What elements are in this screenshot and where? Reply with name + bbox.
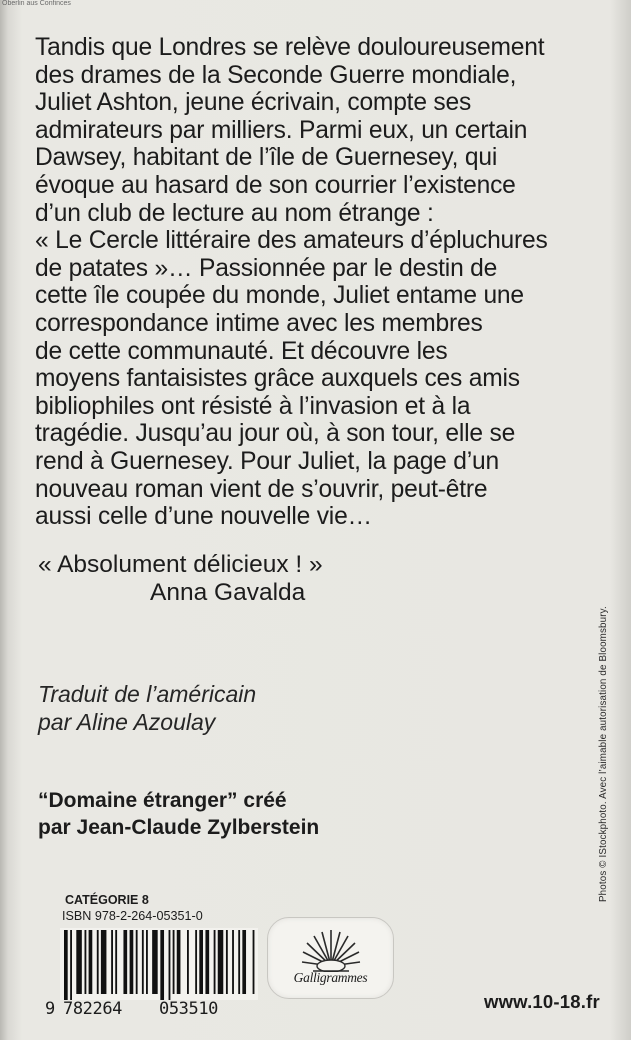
- barcode-bar: [76, 930, 82, 994]
- blurb-line: bibliophiles ont résisté à l’invasion et à la: [35, 392, 471, 420]
- translation-line-2: par Aline Azoulay: [38, 709, 216, 735]
- blurb-line: des drames de la Seconde Guerre mondiale,: [35, 61, 517, 89]
- barcode-bar: [226, 930, 228, 994]
- barcode-bar: [152, 930, 158, 994]
- isbn-number: ISBN 978-2-264-05351-0: [62, 909, 203, 923]
- collection-line-1: “Domaine étranger” créé: [38, 789, 287, 812]
- blurb-line: correspondance intime avec les membres: [35, 309, 483, 337]
- barcode-bar: [136, 930, 138, 994]
- collection-credit: [38, 788, 319, 841]
- translation-line-1: Traduit de l’américain: [38, 681, 257, 707]
- barcode: [60, 928, 258, 1000]
- barcode-bar: [160, 930, 164, 1000]
- barcode-bar: [218, 930, 224, 994]
- barcode-bar: [173, 930, 175, 994]
- barcode-bar: [97, 930, 99, 994]
- blurb-line: Dawsey, habitant de l’île de Guernesey, qui: [35, 144, 498, 172]
- barcode-bar: [232, 930, 234, 994]
- scan-watermark: Oberlin aus Confinces: [2, 0, 71, 7]
- barcode-digits: [45, 999, 265, 1019]
- barcode-bar: [253, 930, 255, 994]
- barcode-bar: [101, 930, 107, 994]
- barcode-bar: [85, 930, 87, 994]
- blurb-line: « Le Cercle littéraire des amateurs d’épluchures: [35, 227, 548, 255]
- barcode-bar: [238, 930, 240, 994]
- publisher-badge: [267, 917, 394, 999]
- blurb-line: Tandis que Londres se relève douloureusement: [35, 34, 545, 61]
- blurb-line: admirateurs par milliers. Parmi eux, un certain: [35, 116, 528, 144]
- barcode-bar: [123, 930, 127, 994]
- sun-rays-logo-icon: [301, 926, 361, 972]
- blurb-line: aussi celle d’une nouvelle vie…: [35, 503, 372, 531]
- quote-author: Anna Gavalda: [150, 579, 306, 606]
- blurb-line: de patates »… Passionnée par le destin de: [35, 254, 498, 282]
- barcode-right-digits: 053510: [159, 999, 219, 1019]
- back-cover-blurb: [35, 34, 625, 531]
- publisher-name: Galligrammes: [293, 970, 368, 985]
- blurb-line: Juliet Ashton, jeune écrivain, compte ses: [35, 89, 472, 117]
- barcode-left-digits: 782264: [63, 999, 123, 1019]
- barcode-bar: [195, 930, 197, 994]
- barcode-bar: [177, 930, 181, 994]
- barcode-bar: [169, 930, 171, 1000]
- blurb-line: évoque au hasard de son courrier l’existence: [35, 171, 516, 199]
- collection-line-2: par Jean-Claude Zylberstein: [38, 815, 320, 839]
- translation-credit: [38, 680, 256, 736]
- barcode-bar: [187, 930, 189, 994]
- barcode-bar: [199, 930, 203, 994]
- barcode-bar: [214, 930, 216, 994]
- blurb-line: tragédie. Jusqu’au jour où, à son tour, elle se: [35, 420, 516, 448]
- publisher-website: www.10-18.fr: [484, 991, 600, 1012]
- barcode-bar: [70, 930, 72, 1000]
- barcode-bar: [205, 930, 209, 994]
- barcode-bar: [242, 930, 246, 994]
- barcode-bar: [146, 930, 148, 994]
- barcode-bar: [89, 930, 93, 994]
- blurb-line: cette île coupée du monde, Juliet entame une: [35, 282, 524, 310]
- blurb-line: d’un club de lecture au nom étrange :: [35, 199, 434, 227]
- barcode-bar: [111, 930, 113, 994]
- blurb-line: de cette communauté. Et découvre les: [35, 337, 448, 365]
- barcode-bar: [130, 930, 134, 994]
- press-quote: [38, 551, 323, 607]
- barcode-bars: [60, 928, 258, 1000]
- barcode-first-digit: 9: [45, 999, 55, 1019]
- photo-credit: Photos © IStockphoto. Avec l’aimable autorisation de Bloomsbury.: [598, 606, 609, 902]
- blurb-line: moyens fantaisistes grâce auxquels ces amis: [35, 365, 520, 393]
- blurb-line: rend à Guernesey. Pour Juliet, la page d’un: [35, 447, 499, 475]
- quote-text: « Absolument délicieux ! »: [38, 551, 323, 578]
- barcode-bar: [64, 930, 68, 1000]
- barcode-bar: [115, 930, 117, 994]
- blurb-line: nouveau roman vient de s’ouvrir, peut-être: [35, 475, 488, 503]
- barcode-bar: [142, 930, 144, 994]
- price-category: CATÉGORIE 8: [65, 893, 149, 907]
